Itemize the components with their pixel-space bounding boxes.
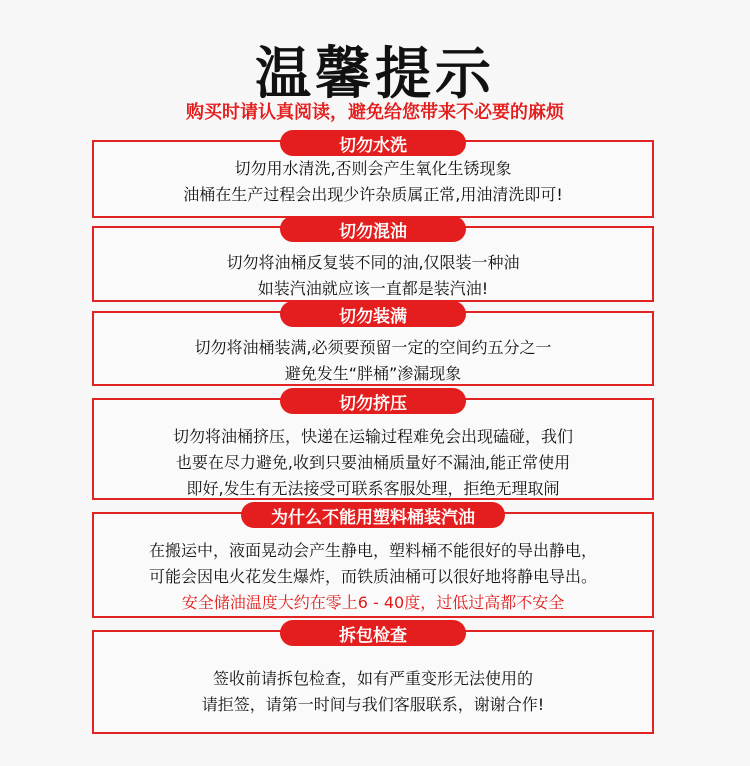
page-title: 温馨提示: [255, 42, 495, 107]
body-line: 即好,发生有无法接受可联系客服处理，拒绝无理取闹: [186, 479, 560, 498]
section-body: [94, 335, 652, 387]
section-body: [94, 250, 652, 302]
body-line: 油桶在生产过程会出现少许杂质属正常,用油清洗即可!: [183, 185, 563, 204]
body-line: 签收前请拆包检查，如有严重变形无法使用的: [212, 669, 533, 688]
notice-card-no-mixing: [92, 221, 654, 302]
body-line: 也要在尽力避免,收到只要油桶质量好不漏油,能正常使用: [175, 453, 571, 472]
body-line: 可能会因电火花发生爆炸，而铁质油桶可以很好地将静电导出。: [148, 567, 597, 586]
section-tag-unpack-check: 拆包检查: [280, 620, 466, 646]
notice-card-no-squeezing: [92, 393, 654, 500]
page-subtitle: 购买时请认真阅读，避免给您带来不必要的麻烦: [186, 102, 564, 123]
section-body: [94, 156, 652, 208]
notice-card-no-overfill: [92, 306, 654, 386]
section-body: [94, 424, 652, 502]
body-line: 请拒签，请第一时间与我们客服联系，谢谢合作!: [201, 695, 545, 714]
section-body: [94, 538, 652, 616]
notice-card-no-washing: [92, 135, 654, 218]
section-body: [94, 666, 652, 718]
body-line: 切勿用水清洗,否则会产生氧化生锈现象: [234, 159, 512, 178]
section-tag-no-squeezing: 切勿挤压: [280, 388, 466, 414]
temperature-warning: 安全储油温度大约在零上6 - 40度，过低过高都不安全: [181, 593, 565, 612]
notice-card-plastic-bucket: [92, 507, 654, 618]
body-line: 切勿将油桶挤压，快递在运输过程难免会出现磕碰，我们: [172, 427, 573, 446]
body-line: 避免发生“胖桶”渗漏现象: [284, 364, 462, 383]
section-tag-no-overfill: 切勿装满: [280, 301, 466, 327]
body-line: 切勿将油桶反复装不同的油,仅限装一种油: [226, 253, 520, 272]
section-tag-no-washing: 切勿水洗: [280, 130, 466, 156]
notice-card-unpack-check: [92, 625, 654, 734]
body-line: 如装汽油就应该一直都是装汽油!: [257, 279, 489, 298]
section-tag-no-mixing: 切勿混油: [280, 216, 466, 242]
section-tag-plastic-bucket: 为什么不能用塑料桶装汽油: [241, 502, 505, 528]
body-line: 切勿将油桶装满,必须要预留一定的空间约五分之一: [194, 338, 552, 357]
body-line: 在搬运中，液面晃动会产生静电，塑料桶不能很好的导出静电，: [148, 541, 597, 560]
